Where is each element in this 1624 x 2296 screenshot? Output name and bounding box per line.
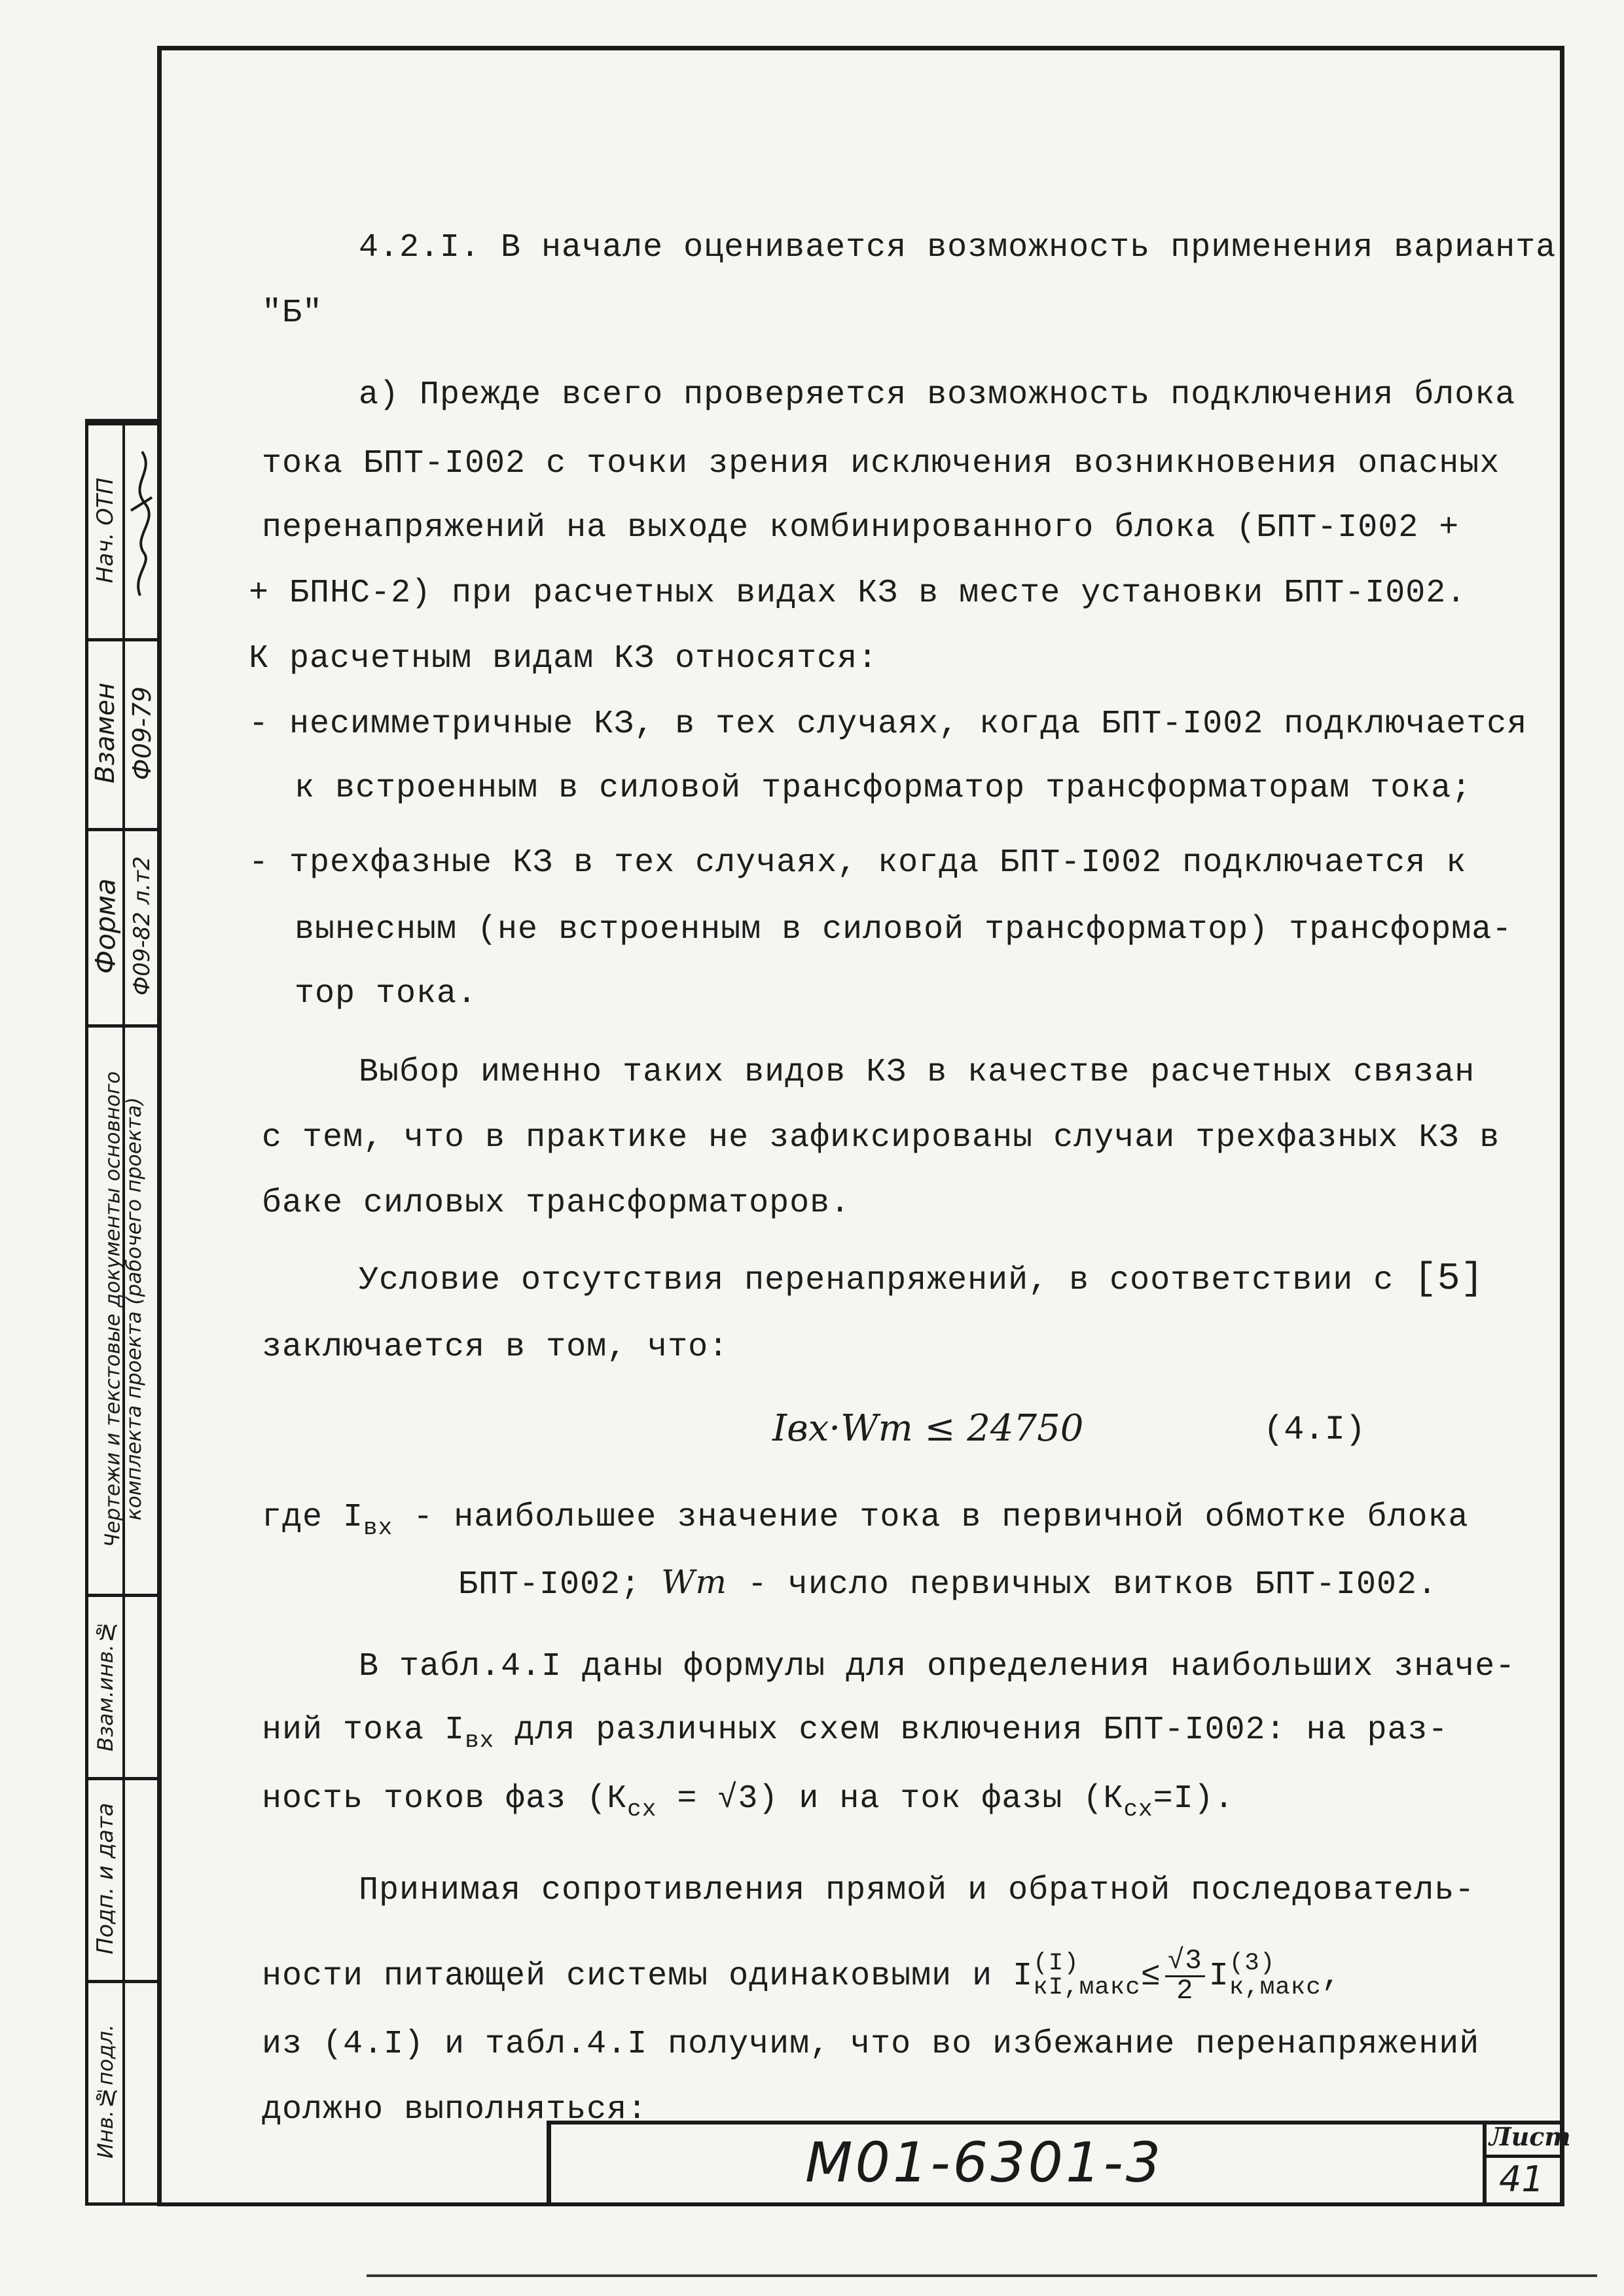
sidebar-inv-podl: Инв.№подл. bbox=[93, 2024, 118, 2159]
body-line: 4.2.I. В начале оценивается возможность применения варианта bbox=[359, 229, 1557, 266]
citation-reference: [5] bbox=[1414, 1258, 1485, 1300]
body-line: баке силовых трансформаторов. bbox=[262, 1185, 851, 1222]
left-stamp-column bbox=[85, 419, 158, 2206]
body-line: Принимая сопротивления прямой и обратной последователь- bbox=[359, 1872, 1475, 1909]
body-line: ний тока $I_{вх}$ для различных схем включения БПТ-I002: на раз- bbox=[262, 1712, 1449, 1754]
body-line: а) Прежде всего проверяется возможность подключения блока bbox=[359, 376, 1516, 414]
body-line: тока БПТ-I002 с точки зрения исключения возникновения опасных bbox=[262, 445, 1500, 482]
sheet-number: 41 bbox=[1499, 2159, 1544, 2200]
sidebar-podp-data: Подп. и дата bbox=[92, 1803, 118, 1954]
formula-number: (4.I) bbox=[1263, 1410, 1366, 1449]
body-line: К расчетным видам КЗ относятся: bbox=[249, 640, 878, 677]
body-line: ности питающей системы одинаковыми и I (I) кI,макс ≤ $\frac{√3}{2}$ I (3) к,макс , bbox=[262, 1945, 1342, 2007]
signature-scribble bbox=[126, 445, 158, 615]
body-line: "Б" bbox=[262, 295, 323, 332]
sidebar-forma-value: Ф09-82 л.т2 bbox=[129, 856, 155, 996]
sidebar-vzamen-value: Ф09-79 bbox=[128, 686, 156, 780]
body-line: из (4.I) и табл.4.I получим, что во избежание перенапряжений bbox=[262, 2026, 1480, 2063]
sidebar-vzamen-title: Взамен bbox=[90, 682, 120, 784]
signature-image bbox=[125, 425, 159, 635]
sidebar-chertezhi: Чертежи и текстовые документы основного комплекта проекта (рабочего проекта) bbox=[101, 1071, 146, 1547]
sheet-label: Лист bbox=[1489, 2122, 1571, 2151]
sheet-cell-divider bbox=[1483, 2155, 1564, 2158]
sidebar-nach-otp: Нач. ОТП bbox=[92, 477, 118, 583]
body-line: Выбор именно таких видов КЗ в качестве расчетных связан bbox=[359, 1054, 1475, 1091]
list-item-continuation: к встроенным в силовой трансформатор трансформаторам тока; bbox=[295, 770, 1472, 807]
list-item-continuation: вынесным (не встроенным в силовой трансформатор) трансформа- bbox=[295, 911, 1513, 948]
body-line: заключается в том, что: bbox=[262, 1329, 729, 1366]
list-item: - трехфазные КЗ в тех случаях, когда БПТ-I002 подключается к bbox=[249, 844, 1467, 882]
body-line: ность токов фаз $(К_{сх} = √3)$ и на ток фазы $(К_{сх}=I)$. bbox=[262, 1780, 1235, 1823]
body-line: В табл.4.I даны формулы для определения наибольших значе- bbox=[359, 1648, 1516, 1685]
body-line: должно выполняться: bbox=[262, 2091, 648, 2128]
body-line: + БПНС-2) при расчетных видах КЗ в месте установки БПТ-I002. bbox=[249, 575, 1467, 612]
lower-rule bbox=[367, 2274, 1597, 2277]
body-line: где $I_{вх}$ - наибольшее значение тока в первичной обмотке блока bbox=[262, 1499, 1469, 1541]
list-item-continuation: тор тока. bbox=[295, 975, 478, 1013]
document-code: М01-6301-3 bbox=[805, 2130, 1164, 2195]
formula-4-1: Iвх·Wт ≤ 24750 bbox=[772, 1407, 1084, 1450]
body-line: с тем, что в практике не зафиксированы случаи трехфазных КЗ в bbox=[262, 1119, 1500, 1157]
body-line: БПТ-I002; Wт - число первичных витков БПТ-I002. bbox=[458, 1563, 1438, 1604]
body-line: Условие отсутствия перенапряжений, в соответствии с bbox=[359, 1262, 1394, 1299]
sidebar-forma-title: Форма bbox=[89, 878, 122, 974]
body-line: перенапряжений на выходе комбинированного блока (БПТ-I002 + bbox=[262, 509, 1460, 547]
list-item: - несимметричные КЗ, в тех случаях, когда БПТ-I002 подключается bbox=[249, 706, 1528, 743]
sidebar-vzam-inv: Взам.инв.№ bbox=[93, 1619, 118, 1751]
